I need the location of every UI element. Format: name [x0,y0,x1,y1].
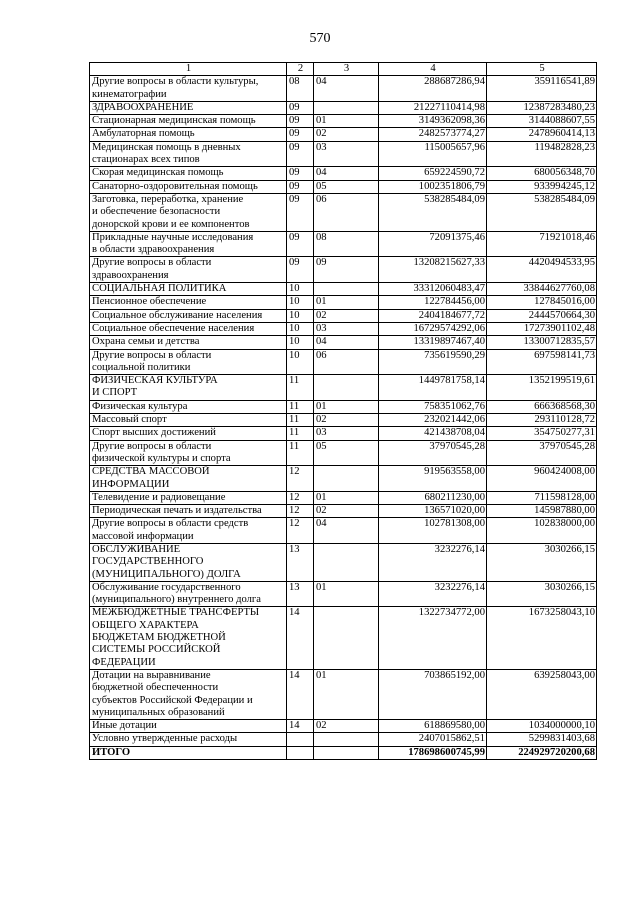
amount-year1-cell: 1322734772,00 [379,607,487,669]
row-name-line: Другие вопросы в области [92,349,212,361]
amount-year2-cell: 12387283480,23 [487,101,597,114]
amount-year2-cell: 33844627760,08 [487,283,597,296]
amount-year1-cell: 1449781758,14 [379,375,487,401]
row-name-line: Стационарная медицинская помощь [92,115,256,127]
budget-table [89,62,597,760]
row-name-cell [90,375,287,401]
row-name-line: Другие вопросы в области средств [92,518,249,530]
table-row [90,141,597,167]
row-name-cell [90,167,287,180]
table-row [90,167,597,180]
amount-year2-cell: 354750277,31 [487,427,597,440]
total-empty-cell [287,746,314,759]
page-number: 570 [309,31,331,46]
subsection-code-cell [314,733,379,746]
subsection-code-cell: 02 [314,414,379,427]
section-code-cell: 10 [287,283,314,296]
table-row [90,101,597,114]
table-row [90,400,597,413]
table-row [90,128,597,141]
amount-year1-cell: 33312060483,47 [379,283,487,296]
row-name-cell [90,283,287,296]
amount-year1-cell: 735619590,29 [379,349,487,375]
row-name-line: субъектов Российской Федерации и [92,694,253,706]
row-name-cell [90,505,287,518]
subsection-code-cell: 06 [314,349,379,375]
amount-year2-cell: 639258043,00 [487,669,597,719]
subsection-code-cell: 02 [314,128,379,141]
row-name-cell [90,427,287,440]
subsection-code-cell: 04 [314,336,379,349]
subsection-code-cell: 05 [314,440,379,466]
section-code-cell: 12 [287,518,314,544]
amount-year2-cell: 3144088607,55 [487,115,597,128]
total-label-cell: ИТОГО [90,746,287,759]
amount-year1-cell: 136571020,00 [379,505,487,518]
section-code-cell: 11 [287,375,314,401]
total-year1-cell: 178698600745,99 [379,746,487,759]
table-row [90,414,597,427]
row-name-cell [90,518,287,544]
section-code-cell: 12 [287,491,314,504]
row-name-line: ОБЩЕГО ХАРАКТЕРА [92,619,199,631]
row-name-cell [90,733,287,746]
row-name-cell [90,193,287,231]
amount-year1-cell: 2407015862,51 [379,733,487,746]
amount-year2-cell: 960424008,00 [487,466,597,492]
subsection-code-cell [314,101,379,114]
subsection-code-cell [314,375,379,401]
amount-year1-cell: 3149362098,36 [379,115,487,128]
row-name-cell [90,349,287,375]
subsection-code-cell: 01 [314,400,379,413]
section-code-cell: 09 [287,257,314,283]
table-row [90,322,597,335]
amount-year2-cell: 538285484,09 [487,193,597,231]
amount-year1-cell: 618869580,00 [379,720,487,733]
subsection-code-cell: 01 [314,581,379,607]
amount-year2-cell: 1673258043,10 [487,607,597,669]
amount-year2-cell: 666368568,30 [487,400,597,413]
row-name-line: ФИЗИЧЕСКАЯ КУЛЬТУРА [92,375,218,387]
amount-year1-cell: 21227110414,98 [379,101,487,114]
table-row [90,720,597,733]
subsection-code-cell [314,283,379,296]
row-name-line: Другие вопросы в области [92,257,212,269]
table-row [90,607,597,669]
section-code-cell: 09 [287,167,314,180]
amount-year1-cell: 2404184677,72 [379,309,487,322]
amount-year1-cell: 232021442,06 [379,414,487,427]
section-code-cell: 09 [287,141,314,167]
amount-year1-cell: 3232276,14 [379,543,487,581]
table-row [90,669,597,719]
table-row [90,466,597,492]
row-name-line: ФЕДЕРАЦИИ [92,656,156,668]
row-name-cell [90,296,287,309]
section-code-cell: 13 [287,581,314,607]
table-row [90,733,597,746]
row-name-cell [90,115,287,128]
section-code-cell: 11 [287,427,314,440]
amount-year1-cell: 122784456,00 [379,296,487,309]
amount-year1-cell: 2482573774,27 [379,128,487,141]
amount-year2-cell: 37970545,28 [487,440,597,466]
amount-year2-cell: 3030266,15 [487,543,597,581]
table-row [90,349,597,375]
section-code-cell: 14 [287,669,314,719]
table-row [90,505,597,518]
section-code-cell: 14 [287,720,314,733]
section-code-cell: 08 [287,76,314,102]
row-name-cell [90,257,287,283]
row-name-cell [90,581,287,607]
subsection-code-cell: 09 [314,257,379,283]
amount-year2-cell: 3030266,15 [487,581,597,607]
row-name-line: Амбулаторная помощь [92,128,195,140]
subsection-code-cell: 04 [314,518,379,544]
row-name-line: МЕЖБЮДЖЕТНЫЕ ТРАНСФЕРТЫ [92,607,260,619]
header-cell: 5 [487,63,597,76]
subsection-code-cell: 01 [314,296,379,309]
subsection-code-cell: 05 [314,180,379,193]
section-code-cell: 10 [287,336,314,349]
table-row [90,296,597,309]
row-name-line: и обеспечение безопасности [92,206,221,218]
row-name-line: Дотации на выравнивание [92,669,211,681]
section-code-cell: 10 [287,296,314,309]
row-name-line: физической культуры и спорта [92,452,231,464]
table-row [90,231,597,257]
row-name-cell [90,322,287,335]
amount-year1-cell: 13319897467,40 [379,336,487,349]
table-row [90,375,597,401]
row-name-line: ГОСУДАРСТВЕННОГО [92,556,204,568]
row-name-cell [90,180,287,193]
table-row [90,283,597,296]
amount-year2-cell: 127845016,00 [487,296,597,309]
amount-year1-cell: 102781308,00 [379,518,487,544]
subsection-code-cell: 08 [314,231,379,257]
row-name-line: Заготовка, переработка, хранение [92,193,244,205]
table-row [90,309,597,322]
section-code-cell: 11 [287,400,314,413]
subsection-code-cell: 01 [314,115,379,128]
section-code-cell: 13 [287,543,314,581]
section-code-cell: 12 [287,505,314,518]
subsection-code-cell: 01 [314,491,379,504]
row-name-line: в области здравоохранения [92,244,215,256]
row-name-line: Обслуживание государственного [92,581,241,593]
table-row [90,427,597,440]
table-row [90,491,597,504]
amount-year1-cell: 13208215627,33 [379,257,487,283]
amount-year2-cell: 5299831403,68 [487,733,597,746]
row-name-line: Другие вопросы в области [92,440,212,452]
row-name-line: ЗДРАВООХРАНЕНИЕ [92,101,194,113]
amount-year2-cell: 933994245,12 [487,180,597,193]
row-name-line: Периодическая печать и издательства [92,505,262,517]
row-name-line: Пенсионное обеспечение [92,296,207,308]
subsection-code-cell: 01 [314,669,379,719]
row-name-cell [90,414,287,427]
row-name-line: Санаторно-оздоровительная помощь [92,180,258,192]
row-name-line: массовой информации [92,530,194,542]
amount-year1-cell: 758351062,76 [379,400,487,413]
subsection-code-cell: 03 [314,141,379,167]
row-name-line: Прикладные научные исследования [92,231,254,243]
table-row [90,336,597,349]
amount-year1-cell: 37970545,28 [379,440,487,466]
amount-year1-cell: 659224590,72 [379,167,487,180]
row-name-line: Социальное обслуживание населения [92,309,263,321]
subsection-code-cell: 02 [314,505,379,518]
section-code-cell: 14 [287,607,314,669]
subsection-code-cell: 04 [314,76,379,102]
subsection-code-cell [314,466,379,492]
row-name-cell [90,336,287,349]
section-code-cell: 12 [287,466,314,492]
row-name-line: Спорт высших достижений [92,427,216,439]
row-name-line: бюджетной обеспеченности [92,682,219,694]
total-row [90,746,597,759]
subsection-code-cell [314,607,379,669]
amount-year2-cell: 2444570664,30 [487,309,597,322]
amount-year1-cell: 288687286,94 [379,76,487,102]
table-row [90,440,597,466]
row-name-line: Телевидение и радиовещание [92,491,226,503]
table-row [90,76,597,102]
row-name-line: ОБСЛУЖИВАНИЕ [92,543,181,555]
table-row [90,518,597,544]
subsection-code-cell: 04 [314,167,379,180]
row-name-line: СИСТЕМЫ РОССИЙСКОЙ [92,644,221,656]
header-cell: 4 [379,63,487,76]
section-code-cell: 10 [287,349,314,375]
row-name-line: ИНФОРМАЦИИ [92,478,170,490]
row-name-line: Другие вопросы в области культуры, [92,76,259,88]
section-code-cell: 11 [287,440,314,466]
row-name-cell [90,101,287,114]
row-name-cell [90,491,287,504]
row-name-cell [90,543,287,581]
table-row [90,115,597,128]
row-name-line: Условно утвержденные расходы [92,733,238,745]
amount-year1-cell: 72091375,46 [379,231,487,257]
section-code-cell [287,733,314,746]
row-name-cell [90,466,287,492]
row-name-line: социальной политики [92,361,191,373]
row-name-cell [90,607,287,669]
row-name-line: (МУНИЦИПАЛЬНОГО) ДОЛГА [92,568,241,580]
section-code-cell: 09 [287,115,314,128]
table-row [90,543,597,581]
row-name-line: кинематографии [92,88,167,100]
amount-year2-cell: 2478960414,13 [487,128,597,141]
amount-year1-cell: 538285484,09 [379,193,487,231]
amount-year1-cell: 421438708,04 [379,427,487,440]
amount-year2-cell: 102838000,00 [487,518,597,544]
subsection-code-cell [314,543,379,581]
subsection-code-cell: 06 [314,193,379,231]
row-name-cell [90,669,287,719]
row-name-cell [90,720,287,733]
table-row [90,581,597,607]
table-row [90,257,597,283]
row-name-line: БЮДЖЕТАМ БЮДЖЕТНОЙ [92,632,226,644]
amount-year1-cell: 16729574292,06 [379,322,487,335]
row-name-line: Социальное обеспечение населения [92,322,255,334]
row-name-line: СОЦИАЛЬНАЯ ПОЛИТИКА [92,283,227,295]
row-name-cell [90,440,287,466]
row-name-line: здравоохранения [92,269,169,281]
amount-year1-cell: 1002351806,79 [379,180,487,193]
row-name-cell [90,141,287,167]
amount-year2-cell: 145987880,00 [487,505,597,518]
subsection-code-cell: 02 [314,309,379,322]
row-name-line: И СПОРТ [92,387,138,399]
amount-year2-cell: 119482828,23 [487,141,597,167]
amount-year1-cell: 680211230,00 [379,491,487,504]
amount-year1-cell: 115005657,96 [379,141,487,167]
row-name-line: Охрана семьи и детства [92,336,200,348]
section-code-cell: 11 [287,414,314,427]
subsection-code-cell: 03 [314,322,379,335]
amount-year2-cell: 359116541,89 [487,76,597,102]
section-code-cell: 10 [287,322,314,335]
amount-year2-cell: 293110128,72 [487,414,597,427]
row-name-cell [90,231,287,257]
row-name-line: СРЕДСТВА МАССОВОЙ [92,466,210,478]
amount-year1-cell: 3232276,14 [379,581,487,607]
row-name-line: Скорая медицинская помощь [92,167,224,179]
row-name-line: Физическая культура [92,400,188,412]
section-code-cell: 10 [287,309,314,322]
section-code-cell: 09 [287,231,314,257]
row-name-line: Массовый спорт [92,414,167,426]
amount-year2-cell: 697598141,73 [487,349,597,375]
total-empty-cell [314,746,379,759]
row-name-cell [90,76,287,102]
amount-year2-cell: 680056348,70 [487,167,597,180]
total-year2-cell: 224929720200,68 [487,746,597,759]
subsection-code-cell: 03 [314,427,379,440]
amount-year2-cell: 17273901102,48 [487,322,597,335]
row-name-line: стационарах всех типов [92,154,200,166]
amount-year2-cell: 1034000000,10 [487,720,597,733]
amount-year2-cell: 1352199519,61 [487,375,597,401]
row-name-cell [90,400,287,413]
subsection-code-cell: 02 [314,720,379,733]
section-code-cell: 09 [287,193,314,231]
header-cell: 1 [90,63,287,76]
row-name-line: Медицинская помощь в дневных [92,141,241,153]
amount-year2-cell: 13300712835,57 [487,336,597,349]
amount-year1-cell: 703865192,00 [379,669,487,719]
row-name-cell [90,128,287,141]
amount-year1-cell: 919563558,00 [379,466,487,492]
amount-year2-cell: 71921018,46 [487,231,597,257]
table-header-row [90,63,597,76]
table-row [90,193,597,231]
row-name-line: (муниципального) внутреннего долга [92,594,261,606]
row-name-line: Иные дотации [92,720,157,732]
table-row [90,180,597,193]
row-name-cell [90,309,287,322]
section-code-cell: 09 [287,128,314,141]
header-cell: 2 [287,63,314,76]
section-code-cell: 09 [287,180,314,193]
row-name-line: донорской крови и ее компонентов [92,218,250,230]
header-cell: 3 [314,63,379,76]
amount-year2-cell: 4420494533,95 [487,257,597,283]
row-name-line: муниципальных образований [92,706,225,718]
amount-year2-cell: 711598128,00 [487,491,597,504]
section-code-cell: 09 [287,101,314,114]
